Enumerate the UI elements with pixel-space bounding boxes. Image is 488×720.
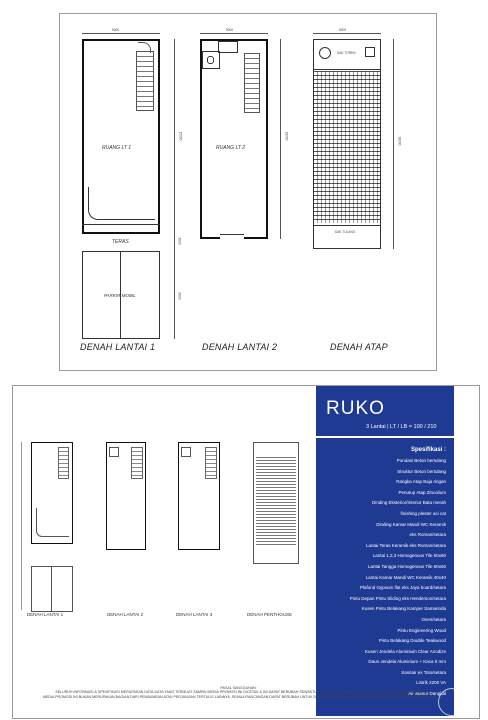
- plan-label-penthouse: DENAH PENTHOUSE: [247, 612, 293, 617]
- plan-label-1: DENAH LANTAI 1: [27, 612, 64, 617]
- label-denah-lantai-2: DENAH LANTAI 2: [202, 342, 278, 352]
- spec-item: Kusen Pintu Belakang Kamper Samarinda: [361, 606, 446, 612]
- spec-item: Lantai Kamar Mandi WC Keramik 40x40: [365, 574, 446, 580]
- disclaimer: [19, 686, 459, 699]
- page-title: RUKO: [326, 398, 385, 419]
- stair: [136, 51, 154, 111]
- plan-lantai2: [200, 28, 289, 239]
- disclaimer-line2: MEDIA PROMOSI INI BUKAN MERUPAKAN BAGIAN DARI PENAWARAN ATAU PERJANJIAN TERTULIS LAINNYA. SEMUA RANCANGAN DAPAT BERUBAH UNTUK DISESUAIKAN DENGAN KETENTUAN PERATURAN SERTA FAKTA FISIK.: [42, 694, 436, 699]
- dim-height-4: 3000: [177, 237, 182, 245]
- room-label-teras: TERAS: [112, 239, 129, 245]
- spec-item: eks Roman/setara: [409, 532, 446, 538]
- spec-list: [316, 459, 446, 703]
- spec-item: Plafond Gypsum flat eks Jaya board/setara: [359, 585, 446, 591]
- spec-item: Pintu Engineering Wood: [397, 627, 446, 633]
- title-box: [316, 386, 454, 436]
- dim-height-3: 18000: [397, 136, 402, 146]
- spec-item: Pintu Belakang Double Teakwood: [378, 638, 446, 644]
- spec-item: Dinding Eksterior/Interior Bata merah: [371, 500, 446, 506]
- spec-item: Lantai 1,2,3 Homogenous Tile 60x60: [372, 553, 446, 559]
- label-denah-lantai-1: DENAH LANTAI 1: [80, 342, 156, 352]
- spec-item: finishing plester aci cat: [400, 510, 446, 516]
- dim-height-1: 15000: [178, 131, 183, 141]
- spec-item: Dinding Kamar Mandi WC Keramik: [376, 521, 446, 527]
- dim-width-1: 5000: [112, 28, 120, 32]
- mini-plan-3: [178, 442, 220, 550]
- dim-height-5: 6000: [177, 292, 182, 300]
- spec-item: Daun Jendela Aluminium + Kaca 5 mm: [368, 659, 446, 665]
- plan-label-3: DENAH LANTAI 3: [176, 612, 213, 617]
- stair-2: [244, 53, 260, 113]
- room-label-ruang1: RUANG LT 1: [102, 145, 132, 151]
- spec-item: Sanitair ex Toto/setara: [401, 669, 446, 675]
- spec-item: Rangka Atap Baja ringan: [396, 479, 446, 485]
- spec-item: Oven/setara: [421, 616, 446, 622]
- page-subtitle: 3 Lantai | LT / LB = 100 / 210: [366, 424, 437, 430]
- bottom-sheet: [12, 385, 480, 719]
- spec-item: Pintu Depan Pintu Sliding eks Henderson/setara: [349, 595, 446, 601]
- mini-plan-1-parking: [31, 566, 73, 612]
- disclaimer-title: PASAL SANGGAHAN :: [220, 686, 258, 690]
- spec-title: Spesifikasi :: [410, 447, 446, 453]
- label-denah-atap: DENAH ATAP: [330, 342, 388, 352]
- spec-item: Kusen Jendela Aluminium Clear Anodize: [364, 648, 446, 654]
- room-label-parkir: PARKIR MOBIL: [104, 293, 136, 298]
- spec-item: Lantai Tangga Homogenous Tile 60x60: [368, 563, 446, 569]
- spec-item: Pondasi Beton bertulang: [396, 458, 446, 463]
- logo-icon: [438, 688, 466, 716]
- mini-plan-penthouse: [253, 442, 299, 564]
- spec-item: Air Sumur Dangkal: [408, 691, 446, 697]
- spec-item: Struktur Beton bertulang: [397, 468, 446, 474]
- room-label-ruang2: RUANG LT 2: [216, 145, 246, 151]
- spec-item: Penutup Atap Zincalium: [398, 489, 446, 495]
- room-label-dak-tulang: DAK TULANG: [335, 230, 356, 234]
- plan-atap: [313, 28, 402, 249]
- dim-width-3: 5000: [339, 28, 347, 32]
- spec-item: Listrik 2200 VA: [416, 680, 446, 686]
- plan-lantai1: [82, 28, 183, 339]
- dim-height-2: 18000: [284, 131, 289, 141]
- plan-label-2: DENAH LANTAI 2: [107, 612, 144, 617]
- spec-box: [316, 438, 454, 716]
- roof-tiles: [314, 71, 380, 223]
- disclaimer-line1: SELURUH INFORMASI & SPESIFIKASI MERUPAKAN DATA-DATA YANG TERMUAT SAMPAI MEDIA PROMOSI INI DICETAK & INI DAPAT BERUBAH SEWAKTU - WAKTU BILA DIPERLUKAN. SELURUH INFORMASI DIDALAM: [55, 690, 423, 695]
- top-sheet: [59, 13, 437, 371]
- room-label-dak-toren: DAK TOREN: [337, 51, 356, 55]
- mini-plan-1: [31, 442, 73, 544]
- dim-width-2: 5000: [226, 28, 234, 32]
- spec-item: Lantai Teras Keramik eks Roman/setara: [366, 542, 446, 548]
- mini-plan-2: [106, 442, 146, 550]
